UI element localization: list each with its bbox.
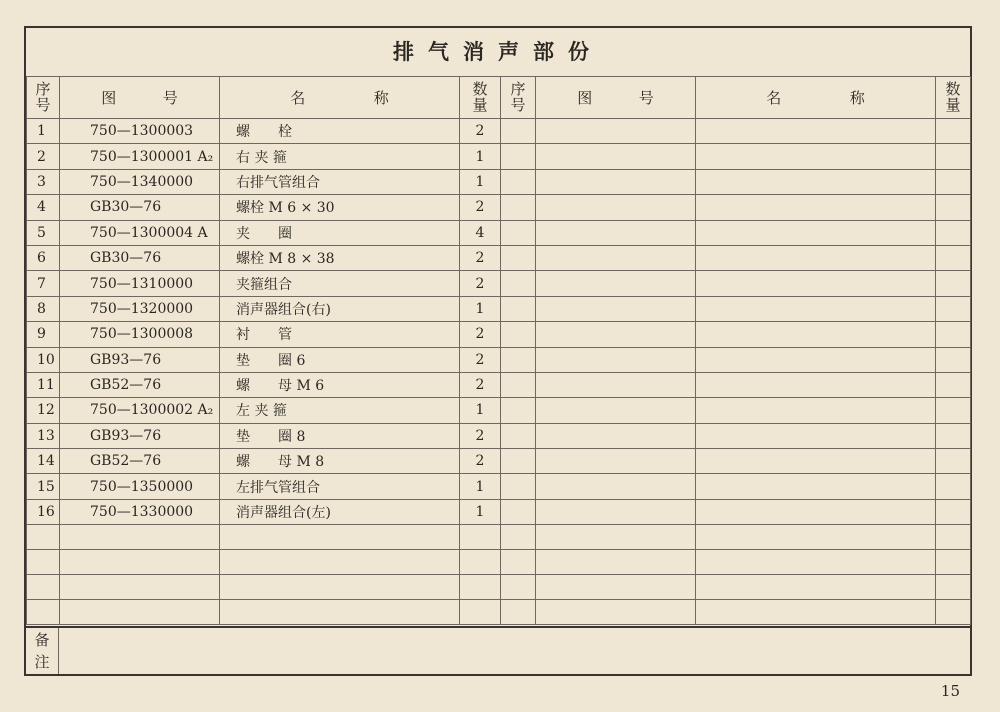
empty-cell (27, 525, 60, 550)
table-row (27, 144, 971, 169)
empty-cell (536, 347, 696, 372)
empty-cell (536, 296, 696, 321)
empty-cell (460, 600, 501, 625)
empty-cell (696, 322, 936, 347)
seq-cell: 8 (27, 296, 60, 321)
quantity-cell: 1 (460, 296, 501, 321)
part-number-cell: 750—1320000 (60, 296, 220, 321)
seq-cell: 4 (27, 195, 60, 220)
empty-cell (936, 499, 971, 524)
header-name-right: 名 称 (696, 77, 936, 119)
header-seq: 序 号 (27, 77, 60, 119)
part-number-cell: GB52—76 (60, 372, 220, 397)
empty-cell (936, 195, 971, 220)
empty-cell (696, 220, 936, 245)
empty-cell (536, 499, 696, 524)
part-number-cell: GB30—76 (60, 245, 220, 270)
empty-cell (936, 398, 971, 423)
quantity-cell: 1 (460, 474, 501, 499)
empty-row (27, 600, 971, 625)
table-row (27, 169, 971, 194)
seq-cell: 2 (27, 144, 60, 169)
empty-cell (696, 144, 936, 169)
part-name-cell: 螺栓 M 6 × 30 (220, 195, 460, 220)
empty-cell (936, 575, 971, 600)
quantity-cell: 2 (460, 372, 501, 397)
empty-cell (536, 575, 696, 600)
empty-cell (536, 119, 696, 144)
seq-cell: 13 (27, 423, 60, 448)
quantity-cell: 1 (460, 169, 501, 194)
empty-cell (501, 449, 536, 474)
empty-cell (536, 550, 696, 575)
seq-cell: 11 (27, 372, 60, 397)
empty-row (27, 525, 971, 550)
seq-cell: 14 (27, 449, 60, 474)
empty-cell (536, 322, 696, 347)
empty-cell (536, 169, 696, 194)
empty-cell (501, 169, 536, 194)
empty-cell (501, 195, 536, 220)
part-name-cell: 螺栓 M 8 × 38 (220, 245, 460, 270)
part-name-cell: 螺 栓 (220, 119, 460, 144)
empty-row (27, 575, 971, 600)
empty-cell (696, 372, 936, 397)
seq-cell: 1 (27, 119, 60, 144)
seq-cell: 15 (27, 474, 60, 499)
empty-cell (501, 245, 536, 270)
empty-cell (501, 550, 536, 575)
part-number-cell: 750—1300002 A₂ (60, 398, 220, 423)
part-number-cell: GB30—76 (60, 195, 220, 220)
empty-cell (536, 195, 696, 220)
seq-cell: 3 (27, 169, 60, 194)
empty-cell (60, 550, 220, 575)
part-number-cell: GB93—76 (60, 347, 220, 372)
empty-cell (696, 550, 936, 575)
empty-cell (696, 119, 936, 144)
header-qty: 数 量 (460, 77, 501, 119)
empty-cell (696, 296, 936, 321)
quantity-cell: 2 (460, 322, 501, 347)
empty-cell (536, 449, 696, 474)
empty-cell (536, 525, 696, 550)
table-row (27, 474, 971, 499)
table-row (27, 195, 971, 220)
quantity-cell: 2 (460, 347, 501, 372)
empty-cell (536, 423, 696, 448)
quantity-cell: 2 (460, 271, 501, 296)
quantity-cell: 2 (460, 195, 501, 220)
empty-cell (536, 600, 696, 625)
parts-sheet (24, 26, 972, 676)
header-name: 名 称 (220, 77, 460, 119)
empty-cell (696, 195, 936, 220)
empty-cell (936, 449, 971, 474)
empty-cell (696, 271, 936, 296)
part-number-cell: 750—1300003 (60, 119, 220, 144)
empty-cell (501, 398, 536, 423)
header-qty-right: 数 量 (936, 77, 971, 119)
part-name-cell: 夹 圈 (220, 220, 460, 245)
table-row (27, 372, 971, 397)
empty-cell (696, 245, 936, 270)
seq-cell: 16 (27, 499, 60, 524)
empty-cell (220, 550, 460, 575)
empty-cell (501, 474, 536, 499)
empty-cell (696, 600, 936, 625)
empty-cell (936, 119, 971, 144)
quantity-cell: 2 (460, 119, 501, 144)
empty-cell (27, 575, 60, 600)
empty-cell (501, 271, 536, 296)
part-name-cell: 消声器组合(右) (220, 296, 460, 321)
table-row (27, 296, 971, 321)
part-name-cell: 衬 管 (220, 322, 460, 347)
empty-cell (936, 296, 971, 321)
seq-cell: 6 (27, 245, 60, 270)
empty-cell (220, 525, 460, 550)
quantity-cell: 2 (460, 245, 501, 270)
remarks-label: 备 注 (26, 628, 59, 674)
seq-cell: 12 (27, 398, 60, 423)
empty-cell (536, 144, 696, 169)
empty-cell (536, 220, 696, 245)
empty-cell (501, 575, 536, 600)
table-row (27, 499, 971, 524)
seq-cell: 9 (27, 322, 60, 347)
empty-row (27, 550, 971, 575)
table-row (27, 398, 971, 423)
empty-cell (936, 144, 971, 169)
empty-cell (696, 347, 936, 372)
empty-cell (501, 144, 536, 169)
empty-cell (536, 398, 696, 423)
part-number-cell: 750—1300008 (60, 322, 220, 347)
empty-cell (936, 322, 971, 347)
part-number-cell: 750—1310000 (60, 271, 220, 296)
table-row (27, 322, 971, 347)
empty-cell (936, 347, 971, 372)
parts-table (26, 76, 971, 625)
empty-cell (60, 525, 220, 550)
empty-cell (501, 600, 536, 625)
empty-cell (536, 474, 696, 499)
quantity-cell: 1 (460, 499, 501, 524)
part-number-cell: 750—1340000 (60, 169, 220, 194)
empty-cell (936, 550, 971, 575)
empty-cell (936, 474, 971, 499)
empty-cell (936, 525, 971, 550)
empty-cell (696, 474, 936, 499)
empty-cell (220, 600, 460, 625)
empty-cell (936, 600, 971, 625)
empty-cell (501, 347, 536, 372)
empty-cell (60, 575, 220, 600)
part-name-cell: 螺 母 M 6 (220, 372, 460, 397)
empty-cell (501, 372, 536, 397)
table-row (27, 271, 971, 296)
empty-cell (936, 423, 971, 448)
page-title: 排气消声部份 (393, 40, 603, 64)
part-name-cell: 垫 圈 8 (220, 423, 460, 448)
header-seq-right: 序 号 (501, 77, 536, 119)
table-row (27, 423, 971, 448)
empty-cell (696, 169, 936, 194)
quantity-cell: 1 (460, 398, 501, 423)
part-name-cell: 垫 圈 6 (220, 347, 460, 372)
empty-cell (460, 525, 501, 550)
table-row (27, 449, 971, 474)
seq-cell: 5 (27, 220, 60, 245)
part-number-cell: 750—1330000 (60, 499, 220, 524)
empty-cell (536, 245, 696, 270)
seq-cell: 7 (27, 271, 60, 296)
empty-cell (696, 499, 936, 524)
empty-cell (27, 550, 60, 575)
part-number-cell: 750—1300001 A₂ (60, 144, 220, 169)
header-part-no-right: 图 号 (536, 77, 696, 119)
empty-cell (696, 398, 936, 423)
empty-cell (501, 220, 536, 245)
empty-cell (696, 525, 936, 550)
empty-cell (696, 423, 936, 448)
seq-cell: 10 (27, 347, 60, 372)
empty-cell (27, 600, 60, 625)
empty-cell (501, 499, 536, 524)
empty-cell (936, 220, 971, 245)
empty-cell (936, 245, 971, 270)
part-name-cell: 右排气管组合 (220, 169, 460, 194)
empty-cell (696, 575, 936, 600)
remarks-section (26, 626, 970, 674)
empty-cell (501, 296, 536, 321)
empty-cell (536, 372, 696, 397)
empty-cell (936, 169, 971, 194)
part-number-cell: 750—1300004 A (60, 220, 220, 245)
part-name-cell: 消声器组合(左) (220, 499, 460, 524)
part-name-cell: 左 夹 箍 (220, 398, 460, 423)
empty-cell (460, 575, 501, 600)
empty-cell (936, 271, 971, 296)
empty-cell (501, 423, 536, 448)
header-part-no: 图 号 (60, 77, 220, 119)
table-row (27, 119, 971, 144)
header-row (27, 77, 971, 119)
empty-cell (536, 271, 696, 296)
quantity-cell: 4 (460, 220, 501, 245)
empty-cell (220, 575, 460, 600)
table-row (27, 220, 971, 245)
empty-cell (60, 600, 220, 625)
empty-cell (460, 550, 501, 575)
part-name-cell: 右 夹 箍 (220, 144, 460, 169)
part-name-cell: 左排气管组合 (220, 474, 460, 499)
part-number-cell: GB93—76 (60, 423, 220, 448)
empty-cell (501, 119, 536, 144)
quantity-cell: 2 (460, 423, 501, 448)
part-number-cell: GB52—76 (60, 449, 220, 474)
part-number-cell: 750—1350000 (60, 474, 220, 499)
part-name-cell: 螺 母 M 8 (220, 449, 460, 474)
empty-cell (501, 525, 536, 550)
part-name-cell: 夹箍组合 (220, 271, 460, 296)
empty-cell (936, 372, 971, 397)
page-number: 15 (940, 682, 960, 700)
table-row (27, 347, 971, 372)
quantity-cell: 1 (460, 144, 501, 169)
table-row (27, 245, 971, 270)
empty-cell (696, 449, 936, 474)
quantity-cell: 2 (460, 449, 501, 474)
empty-cell (501, 322, 536, 347)
